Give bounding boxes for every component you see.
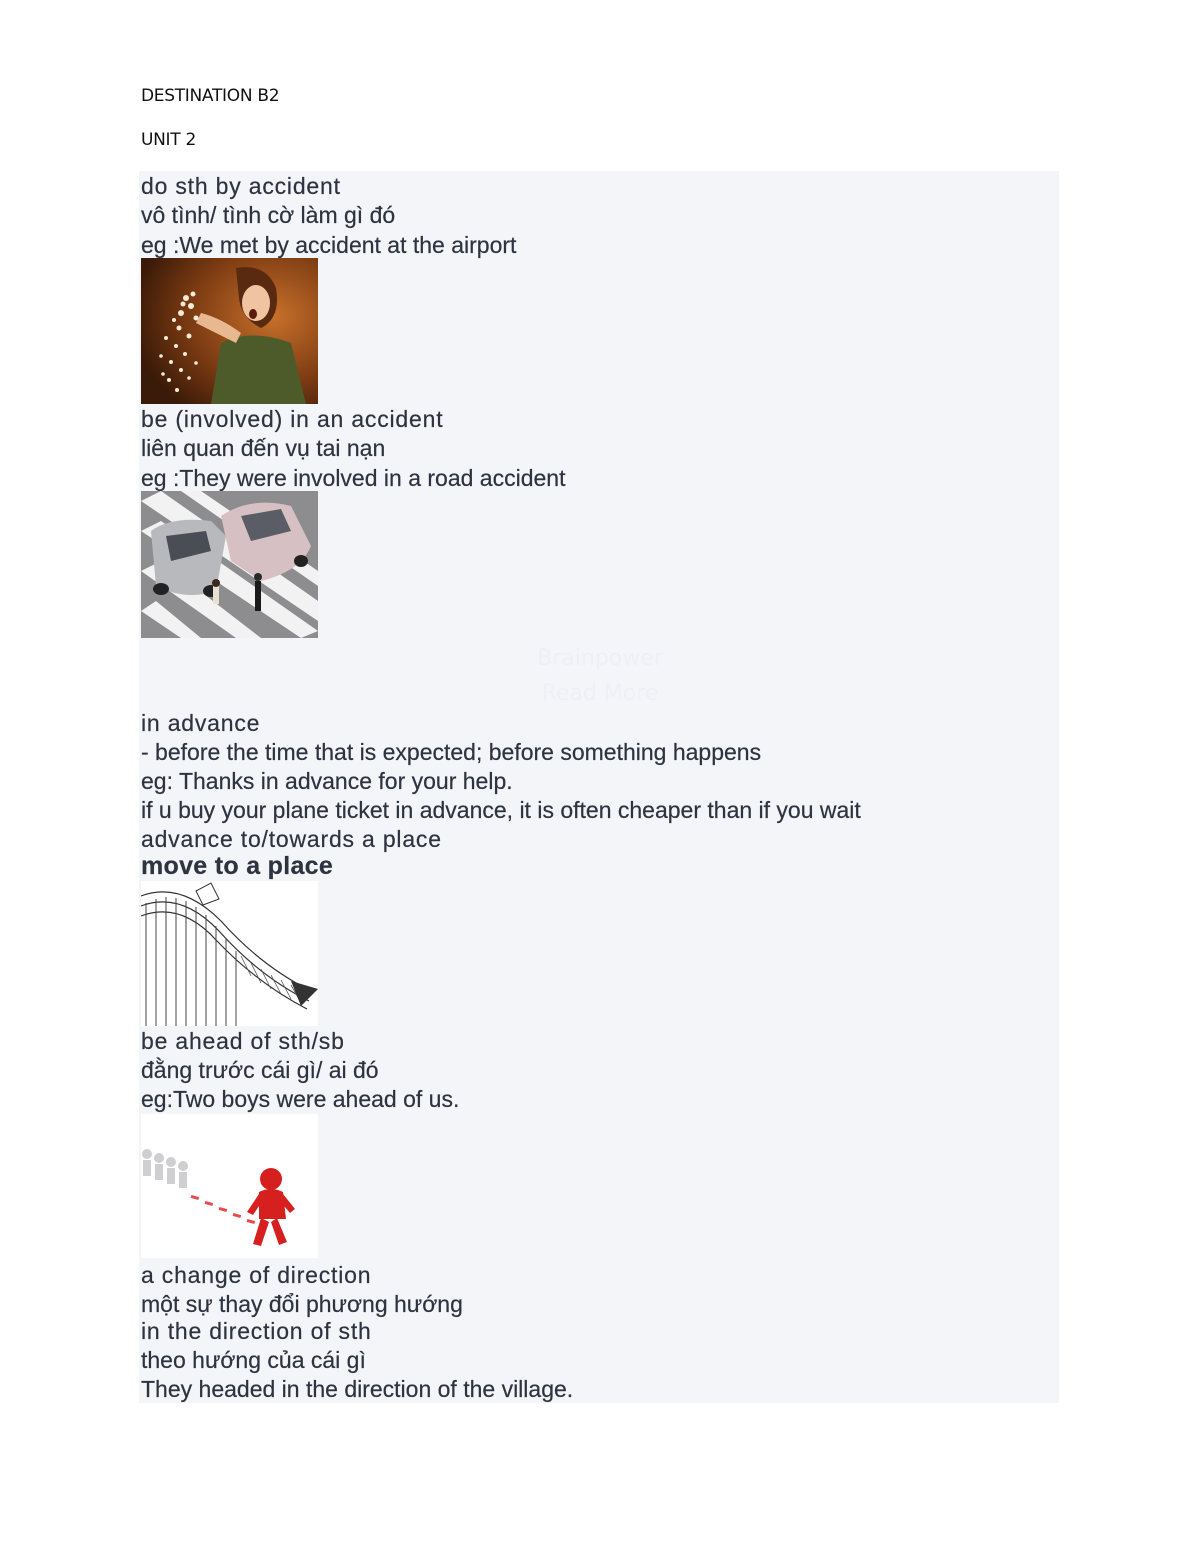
- entry-2-meaning: liên quan đến vụ tai nạn: [141, 435, 386, 461]
- entry-3-term: in advance: [141, 710, 261, 736]
- entry-7-example: They headed in the direction of the village.: [141, 1376, 574, 1402]
- entry-1-meaning: vô tình/ tình cờ làm gì đó: [141, 202, 396, 228]
- car-crash-image: [141, 491, 318, 638]
- red-figure-ahead-image: [141, 1114, 318, 1258]
- entry-1-example: eg :We met by accident at the airport: [141, 232, 517, 258]
- document-title: DESTINATION B2: [141, 86, 280, 106]
- watermark-read-more[interactable]: Read More: [541, 681, 659, 706]
- entry-3-example: eg: Thanks in advance for your help.: [141, 768, 513, 794]
- entry-5-meaning: đằng trước cái gì/ ai đó: [141, 1057, 379, 1083]
- entry-3-meaning: - before the time that is expected; before something happens: [141, 739, 762, 765]
- roller-coaster-image: [141, 881, 318, 1026]
- entry-6-meaning: một sự thay đổi phương hướng: [141, 1291, 463, 1317]
- entry-4-term: advance to/towards a place: [141, 826, 442, 852]
- entry-5-example: eg:Two boys were ahead of us.: [141, 1086, 460, 1112]
- entry-4-meaning: move to a place: [141, 852, 334, 880]
- entry-7-meaning: theo hướng của cái gì: [141, 1347, 366, 1373]
- entry-2-term: be (involved) in an accident: [141, 406, 444, 432]
- entry-3-example-2: if u buy your plane ticket in advance, it is often cheaper than if you wait: [141, 797, 861, 823]
- woman-spilling-popcorn-image: [141, 258, 318, 404]
- entry-2-example: eg :They were involved in a road accident: [141, 465, 566, 491]
- entry-7-term: in the direction of sth: [141, 1318, 372, 1344]
- entry-5-term: be ahead of sth/sb: [141, 1028, 345, 1054]
- unit-heading: UNIT 2: [141, 130, 196, 150]
- watermark-brainpower: Brainpower: [537, 646, 663, 671]
- entry-6-term: a change of direction: [141, 1262, 372, 1288]
- entry-1-term: do sth by accident: [141, 173, 341, 199]
